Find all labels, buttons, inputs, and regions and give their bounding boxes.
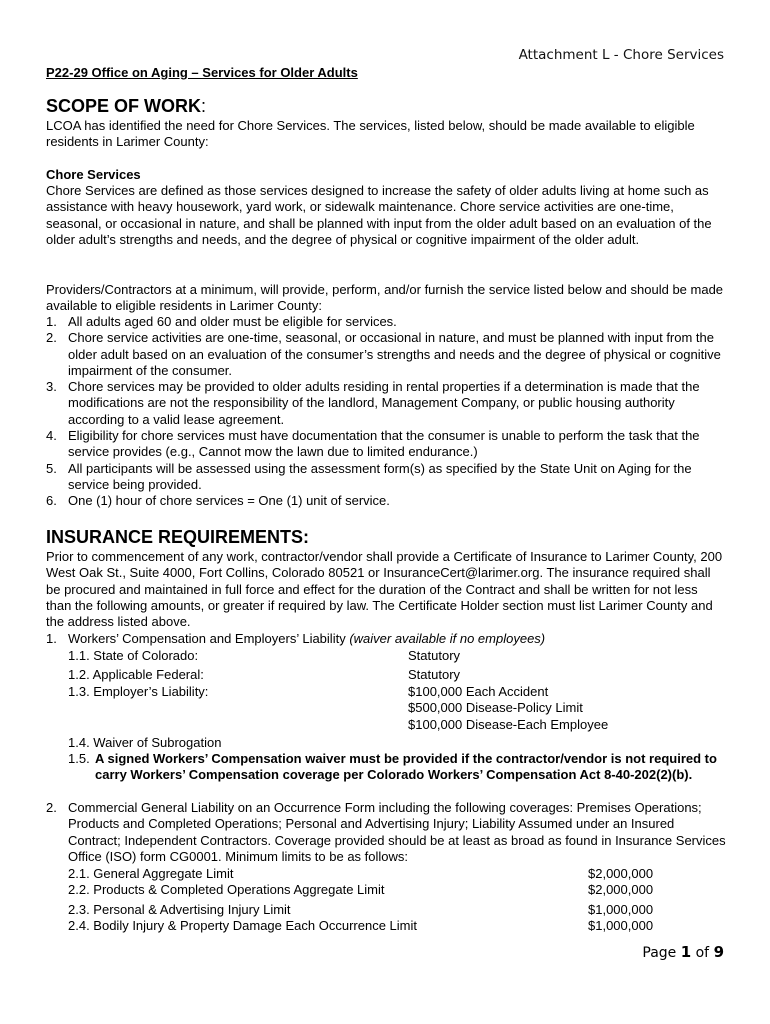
- insurance-intro: Prior to commencement of any work, contractor/vendor shall provide a Certificate of Insurance to Larimer County, 200 West Oak St., Suite 4000, Fort Collins, Colorado 80521 or InsuranceCert@larimer.org. The insurance required shall be procured and maintained in full force and effect for the duration of the Contract and shall be written for not less than the following amounts, or greater if required by law. The Certificate Holder section must list Larimer County and the address listed above.: [46, 549, 723, 630]
- scope-intro: LCOA has identified the need for Chore Services. The services, listed below, should be made available to eligible residents in Larimer County:: [46, 118, 695, 150]
- page-number: Page 1 of 9: [642, 943, 724, 961]
- list-item: 3. Chore services may be provided to older adults residing in rental properties if a determination is made that the modifications are not the responsibility of the landlord, Management Company, or public housing authority according to a valid lease agreement.: [46, 379, 700, 427]
- wc-disease-each-employee: $100,000 Disease-Each Employee: [408, 717, 609, 732]
- wc-row-employer: 1.3. Employer’s Liability:: [68, 684, 209, 699]
- scope-heading-colon: :: [201, 96, 207, 116]
- cgl-description: Commercial General Liability on an Occurrence Form including the following coverages: Premises Operations; Products and Completed Operations; Personal and Advertising Injury; Liability Assumed under an Insured Contract; Independent Contractors. Coverage provided should be at least as broad as found in Insurance Services Office (ISO) form CG0001. Minimum limits to be as follows:: [68, 800, 726, 864]
- scope-heading-text: SCOPE OF WORK: [46, 96, 202, 116]
- wc-row-employer-value: $100,000 Each Accident: [408, 684, 549, 699]
- scope-heading: [46, 96, 206, 117]
- cgl-row-general-aggregate: 2.1. General Aggregate Limit: [68, 866, 234, 881]
- wc-waiver-notice: A signed Workers’ Compensation waiver must be provided if the contractor/vendor is not required to carry Workers’ Compensation coverage per Colorado Workers’ Compensation Act 8-40-202(2)(b).: [95, 751, 717, 783]
- workers-comp-item: 1. Workers’ Compensation and Employers’ Liability (waiver available if no employees): [46, 631, 546, 646]
- cgl-row-personal-advertising: 2.3. Personal & Advertising Injury Limit: [68, 902, 291, 917]
- wc-bold-num: 1.5.: [68, 751, 90, 766]
- cgl-row-products: 2.2. Products & Completed Operations Aggregate Limit: [68, 882, 385, 897]
- wc-row-federal: 1.2. Applicable Federal:: [68, 667, 204, 682]
- chore-services-heading: Chore Services: [46, 167, 141, 182]
- wc-row-state: 1.1. State of Colorado:: [68, 648, 199, 663]
- cgl-row-personal-advertising-value: $1,000,000: [588, 902, 654, 917]
- list-item: 2. Chore service activities are one-time, seasonal, or occasional in nature, and must be planned with input from the older adult based on an evaluation of the consumer’s strengths and needs and the degree of physical or cognitive impairment of the consumer.: [46, 330, 721, 378]
- wc-row-state-value: Statutory: [408, 648, 461, 663]
- chore-services-definition: Chore Services are defined as those services designed to increase the safety of older adults living at home such as assistance with heavy housework, yard work, or sidewalk maintenance. Chore service activities are one-time, seasonal, or occasional in nature, and shall be planned with input from the older adult based on an evaluation of the older adult’s strengths and needs, and the degree of physical or cognitive impairment of the older adult.: [46, 183, 712, 247]
- wc-disease-policy-limit: $500,000 Disease-Policy Limit: [408, 700, 583, 715]
- providers-intro: Providers/Contractors at a minimum, will provide, perform, and/or furnish the service listed below and should be made available to eligible residents in Larimer County:: [46, 282, 724, 314]
- list-item: 1. All adults aged 60 and older must be eligible for services.: [46, 314, 397, 329]
- list-item: 6. One (1) hour of chore services = One (1) unit of service.: [46, 493, 390, 509]
- cgl-num: 2.: [46, 800, 57, 815]
- list-item: 5. All participants will be assessed using the assessment form(s) as specified by the State Unit on Aging for the service being provided.: [46, 460, 692, 492]
- list-item: 4. Eligibility for chore services must have documentation that the consumer is unable to perform the task that the service provides (e.g., Cannot mow the lawn due to limited endurance.): [46, 428, 700, 460]
- cgl-row-products-value: $2,000,000: [588, 882, 654, 897]
- wc-row-federal-value: Statutory: [408, 667, 461, 682]
- insurance-heading: INSURANCE REQUIREMENTS:: [46, 527, 310, 547]
- cgl-row-bodily-injury-value: $1,000,000: [588, 918, 654, 933]
- document-subtitle: P22-29 Office on Aging – Services for Older Adults: [46, 65, 358, 80]
- cgl-row-bodily-injury: 2.4. Bodily Injury & Property Damage Each Occurrence Limit: [68, 918, 417, 933]
- wc-waiver-subrogation: 1.4. Waiver of Subrogation: [68, 735, 222, 750]
- cgl-row-general-aggregate-value: $2,000,000: [588, 866, 654, 881]
- scope-requirements-list: [46, 314, 726, 510]
- attachment-label: Attachment L - Chore Services: [518, 47, 724, 63]
